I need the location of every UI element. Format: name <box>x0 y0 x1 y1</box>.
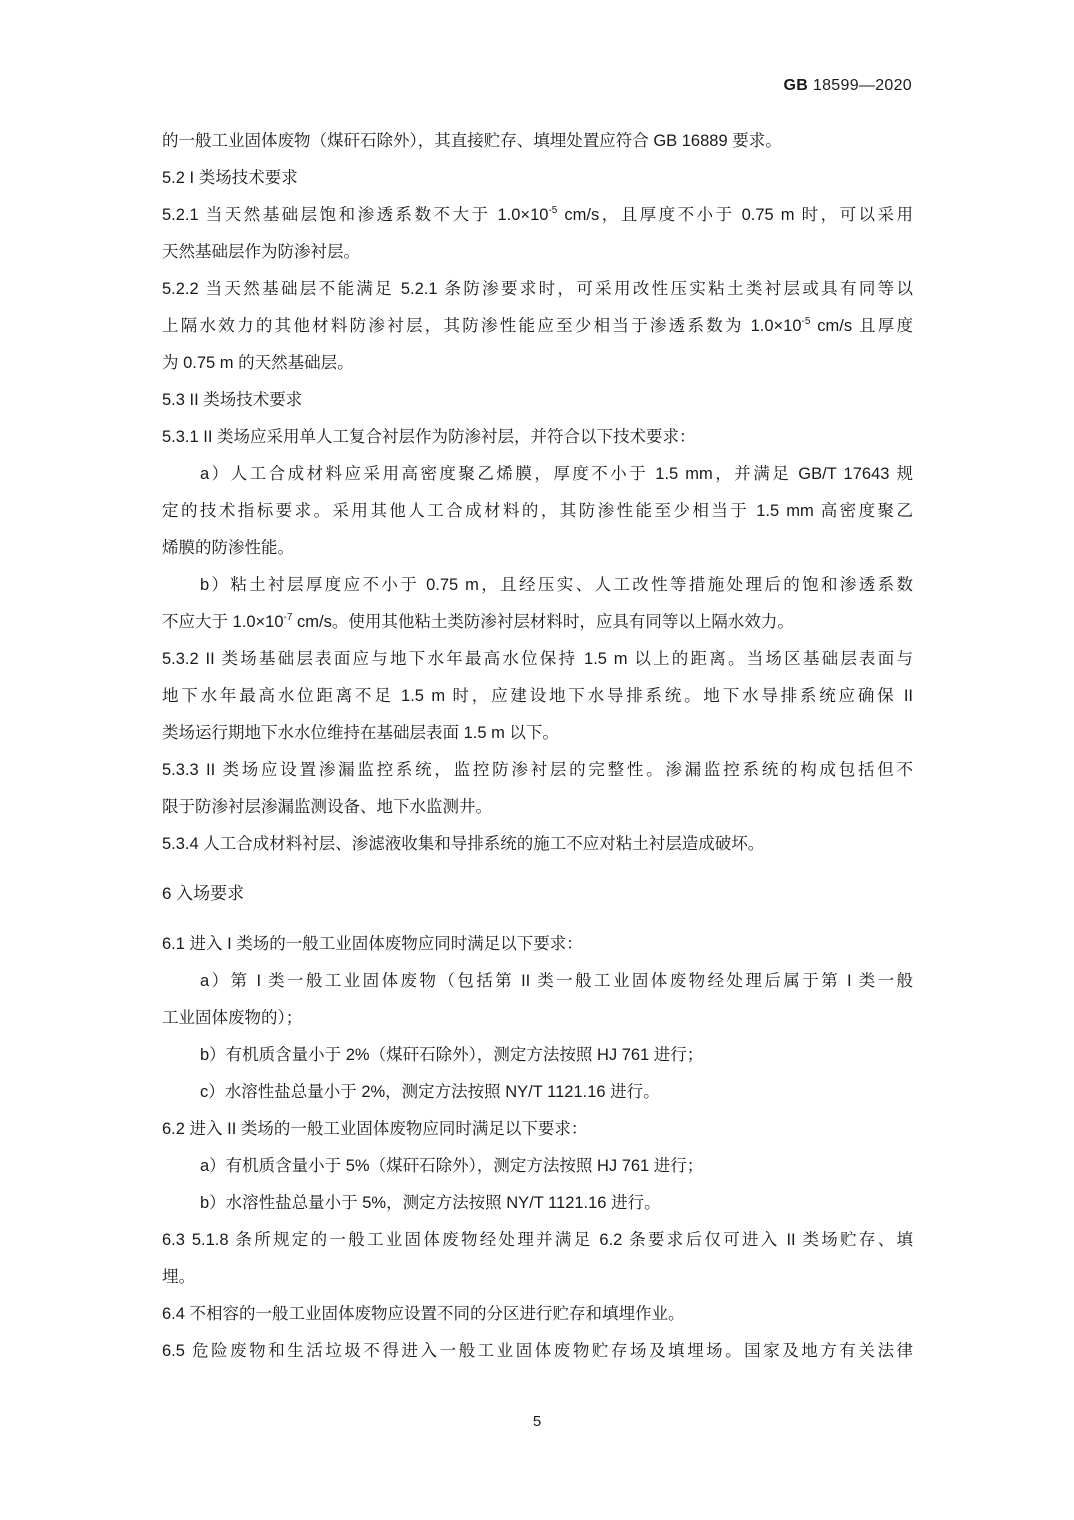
list-item: b）水溶性盐总量小于 5%，测定方法按照 NY/T 1121.16 进行。 <box>200 1194 661 1212</box>
list-item: a）有机质含量小于 5%（煤矸石除外），测定方法按照 HJ 761 进行； <box>200 1157 704 1175</box>
text-line: 6.4 不相容的一般工业固体废物应设置不同的分区进行贮存和填埋作业。 <box>162 1305 685 1323</box>
chapter-heading-6: 6 入场要求 <box>162 884 245 903</box>
text-line: 6.5 危险废物和生活垃圾不得进入一般工业固体废物贮存场及填埋场。国家及地方有关法律 <box>162 1342 913 1360</box>
list-item: b）粘土衬层厚度应不小于 0.75 m，且经压实、人工改性等措施处理后的饱和渗透系数 <box>200 576 913 594</box>
superscript: -7 <box>283 612 293 623</box>
text-line: 的一般工业固体废物（煤矸石除外），其直接贮存、填埋处置应符合 GB 16889 要求。 <box>162 132 782 150</box>
text-line: 6.2 进入 II 类场的一般工业固体废物应同时满足以下要求： <box>162 1120 588 1138</box>
text-line: 6.1 进入 I 类场的一般工业固体废物应同时满足以下要求： <box>162 935 583 953</box>
page-number: 5 <box>532 1413 542 1430</box>
standard-number: 18599—2020 <box>812 77 912 94</box>
text-line: 5.3.1 II 类场应采用单人工复合衬层作为防渗衬层，并符合以下技术要求： <box>162 428 696 446</box>
list-item: c）水溶性盐总量小于 2%，测定方法按照 NY/T 1121.16 进行。 <box>200 1083 660 1101</box>
text-line: 不应大于 $1.0\times 10^{-7}$ cm/s。使用其他粘土类防渗衬层材料时，应具有同等以上隔水效力。 <box>162 612 794 631</box>
text-line: 工业固体废物的）； <box>162 1009 303 1027</box>
standard-identifier <box>784 77 912 95</box>
text-line: 地下水年最高水位距离不足 1.5 m 时，应建设地下水导排系统。地下水导排系统应确保 II <box>162 687 913 705</box>
superscript: -5 <box>801 316 811 327</box>
text-line: 5.2.2 当天然基础层不能满足 5.2.1 条防渗要求时，可采用改性压实粘土类衬层或具有同等以 <box>162 280 913 298</box>
list-item: a）第 I 类一般工业固体废物（包括第 II 类一般工业固体废物经处理后属于第 I 类一般 <box>200 972 913 990</box>
text-line: 6.3 5.1.8 条所规定的一般工业固体废物经处理并满足 6.2 条要求后仅可进入 II 类场贮存、填 <box>162 1231 913 1249</box>
list-item: b）有机质含量小于 2%（煤矸石除外），测定方法按照 HJ 761 进行； <box>200 1046 704 1064</box>
section-heading-5-3: 5.3 II 类场技术要求 <box>162 391 303 409</box>
text-line: 5.2.1 当天然基础层饱和渗透系数不大于 $1.0\times 10^{-5}$ cm/s，且厚度不小于 0.75 m 时，可以采用 <box>162 205 914 224</box>
text-line: 天然基础层作为防渗衬层。 <box>162 243 360 261</box>
list-item: a）人工合成材料应采用高密度聚乙烯膜，厚度不小于 1.5 mm，并满足 GB/T 17643 规 <box>200 465 913 483</box>
text-line: 限于防渗衬层渗漏监测设备、地下水监测井。 <box>162 798 492 816</box>
text-line: 5.3.2 II 类场基础层表面应与地下水年最高水位保持 1.5 m 以上的距离。当场区基础层表面与 <box>162 650 913 668</box>
text-line: 5.3.3 II 类场应设置渗漏监控系统，监控防渗衬层的完整性。渗漏监控系统的构成包括但不 <box>162 761 913 779</box>
text-line: 5.3.4 人工合成材料衬层、渗滤液收集和导排系统的施工不应对粘土衬层造成破坏。 <box>162 835 765 853</box>
superscript: -5 <box>548 205 558 216</box>
section-heading-5-2: 5.2 I 类场技术要求 <box>162 169 298 187</box>
text-line: 定的技术指标要求。采用其他人工合成材料的，其防渗性能至少相当于 1.5 mm 高密度聚乙 <box>162 502 913 520</box>
text-line: 烯膜的防渗性能。 <box>162 539 294 557</box>
text-line: 上隔水效力的其他材料防渗衬层，其防渗性能应至少相当于渗透系数为 $1.0\times 10^{-5}$ cm/s 且厚度 <box>162 316 913 335</box>
text-line: 为 0.75 m 的天然基础层。 <box>162 354 354 372</box>
text-line: 埋。 <box>162 1268 195 1286</box>
text-line: 类场运行期地下水水位维持在基础层表面 1.5 m 以下。 <box>162 724 559 742</box>
standard-prefix: GB <box>783 77 809 94</box>
